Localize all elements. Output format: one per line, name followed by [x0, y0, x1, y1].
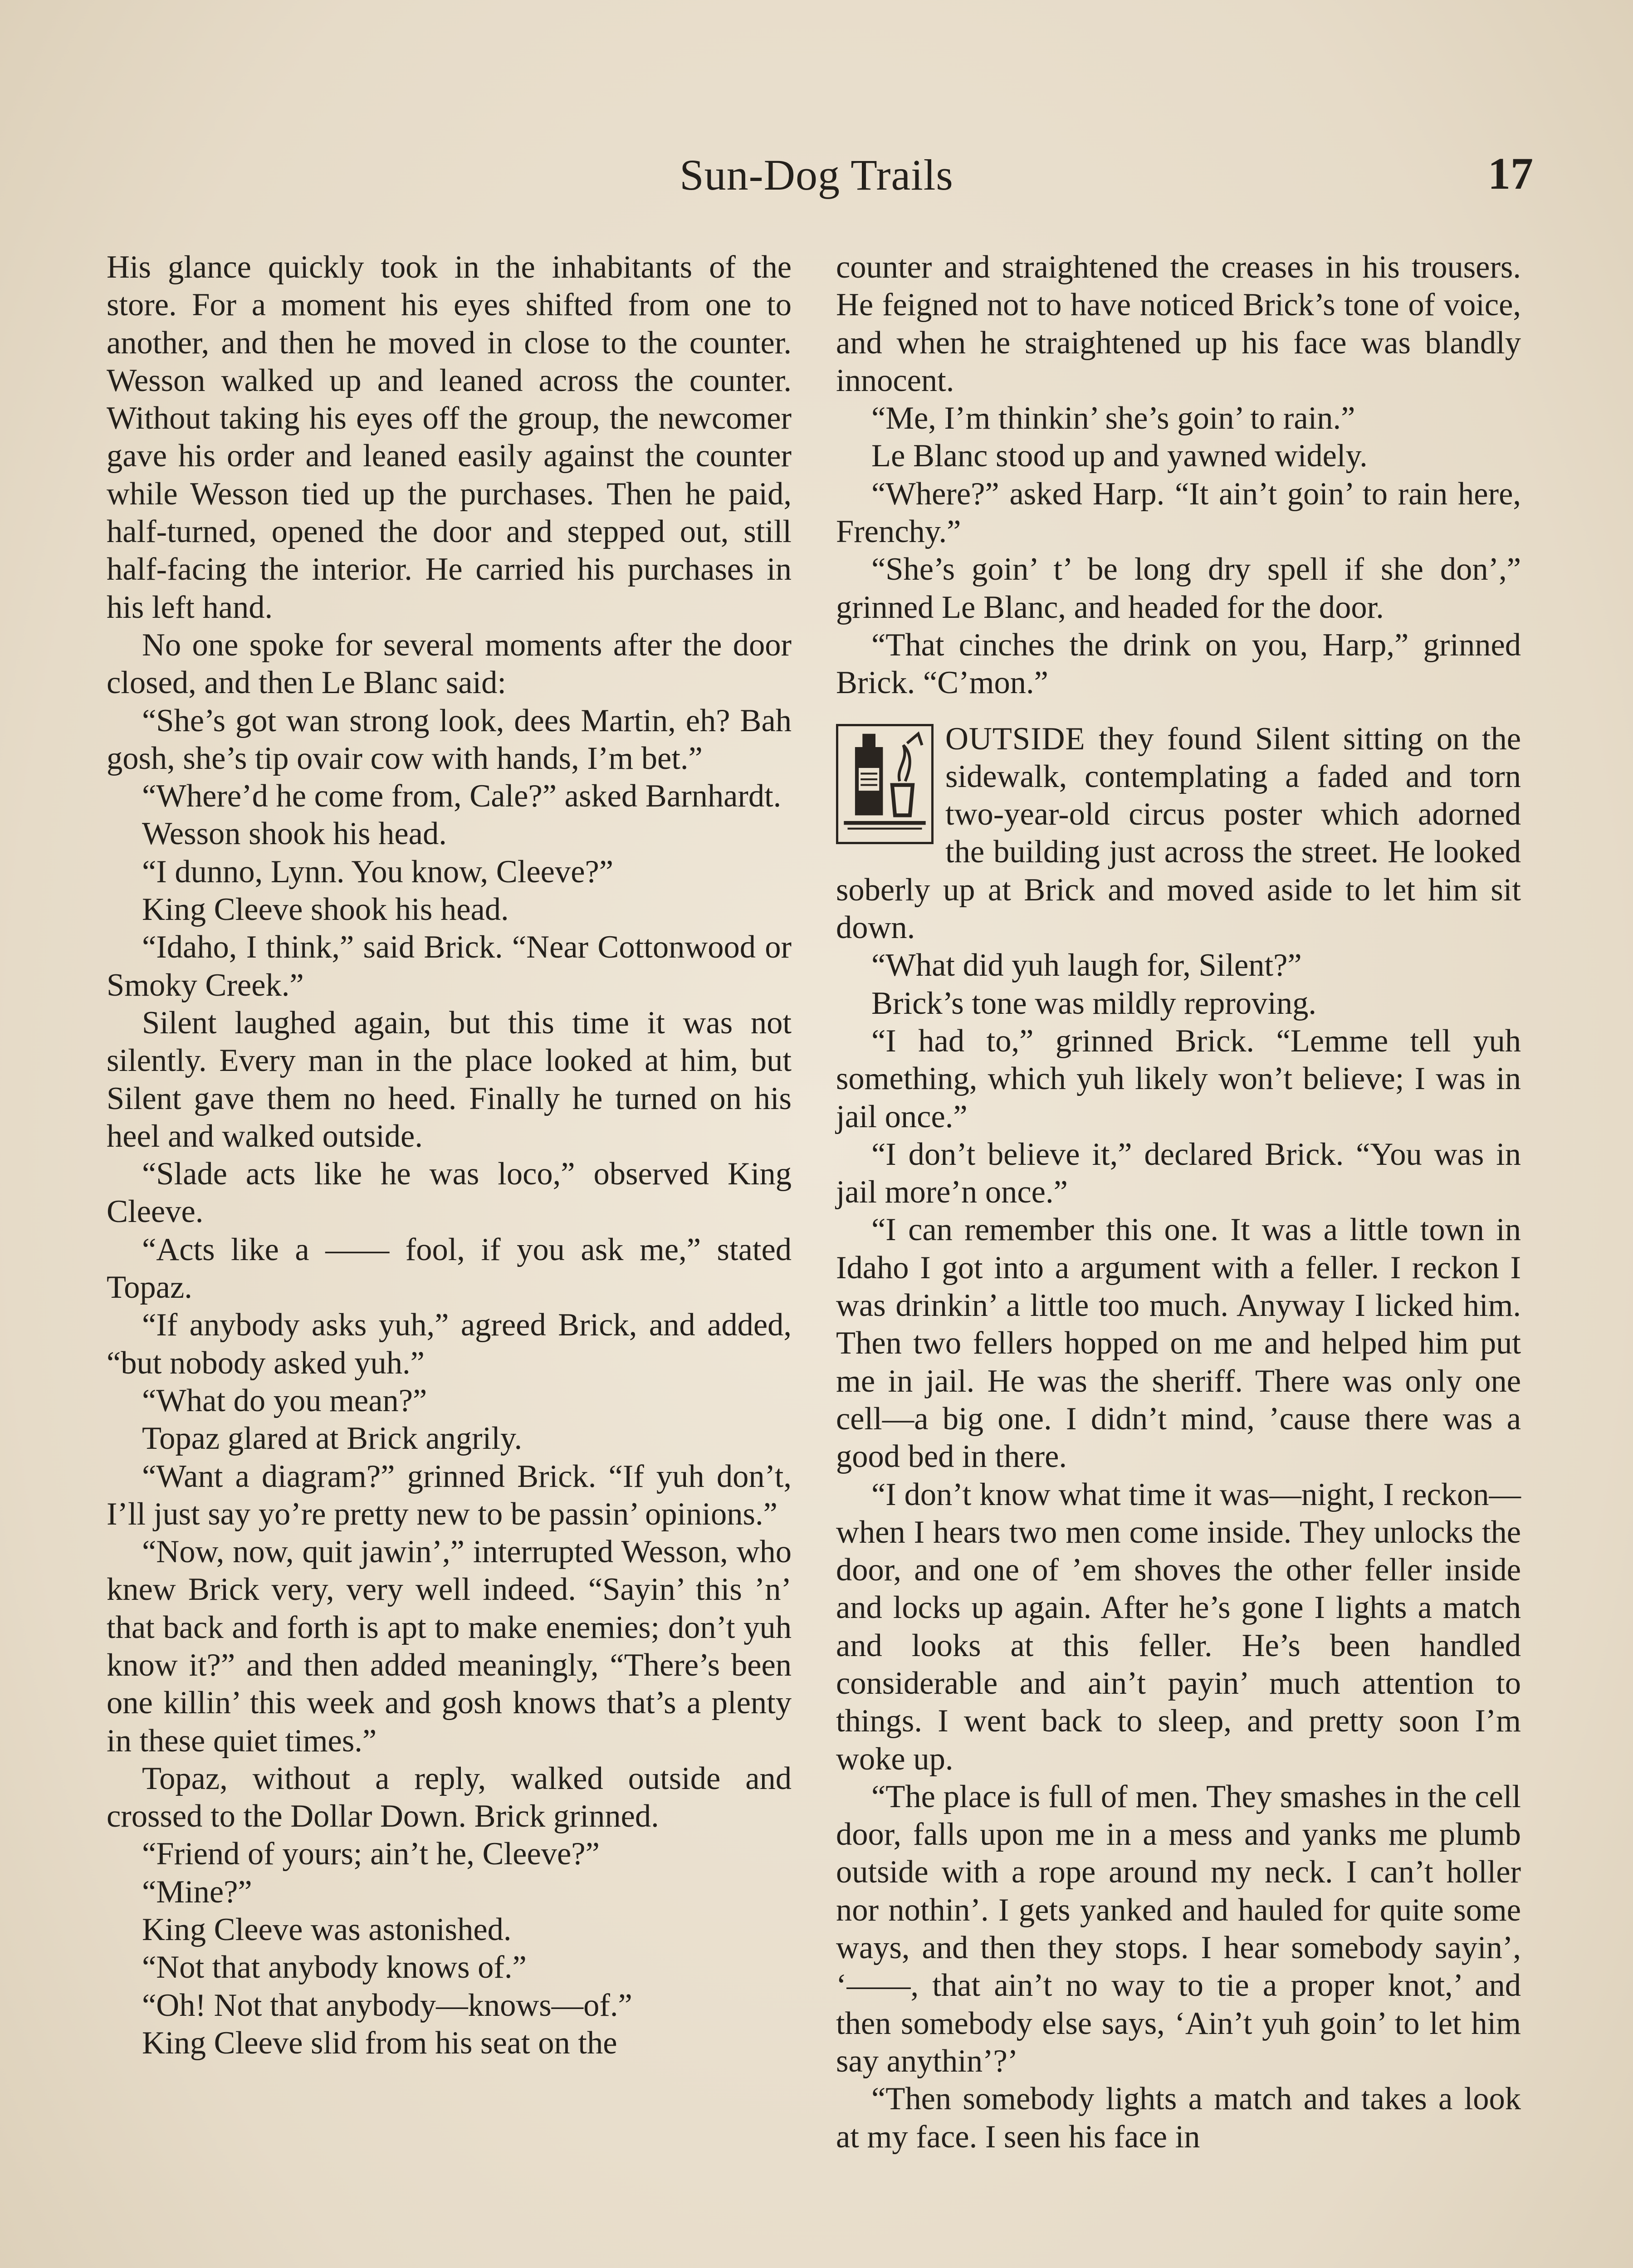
paragraph: His glance quickly took in the inhabitants of the store. For a moment his eyes shifted from one to another, and then he moved in close to the counter. Wesson walked up and leaned across the counter. Without taking his eyes off the group, the newcomer gave his order and leaned easily against the counter while Wesson tied up the purchases. Then he paid, half-turned, opened the door and stepped out, still half-facing the interior. He carried his purchases in his left hand. [107, 249, 792, 625]
paragraph: “She’s goin’ t’ be long dry spell if she don’,” grinned Le Blanc, and headed for the door. [836, 552, 1521, 625]
paragraph: “That cinches the drink on you, Harp,” grinned Brick. “C’mon.” [836, 627, 1521, 701]
paragraph: King Cleeve slid from his seat on the [142, 2025, 617, 2061]
paragraph: “Oh! Not that anybody—knows—of.” [142, 1987, 632, 2023]
paragraph: “Where’d he come from, Cale?” asked Barnhardt. [142, 778, 782, 814]
paragraph: “Friend of yours; ain’t he, Cleeve?” [142, 1836, 600, 1872]
paragraph: “What do you mean?” [142, 1383, 427, 1418]
paragraph: Silent laughed again, but this time it was not silently. Every man in the place looked at him, but Silent gave them no heed. Finally he turned on his heel and walked outside. [107, 1005, 792, 1154]
paragraph: “Slade acts like he was loco,” observed King Cleeve. [107, 1156, 792, 1230]
paragraph: “The place is full of men. They smashes in the cell door, falls upon me in a mess and yanks me plumb outside with a rope around my neck. I can’t holler nor nothin’. I gets yanked and hauled for quite some ways, and then they stops. I hear somebody sayin’, ‘——, that ain’t no way to tie a proper knot,’ and then somebody else says, ‘Ain’t yuh goin’ to let him say anythin’?’ [836, 1779, 1521, 2079]
paragraph: “I don’t know what time it was—night, I reckon—when I hears two men come inside. They unlocks the door, and one of ’em shoves the other feller inside and locks up again. After he’s gone I lights a match and looks at this feller. He’s been handled considerable and ain’t payin’ much attention to things. I went back to sleep, and pretty soon I’m woke up. [836, 1476, 1521, 1777]
section-lead-paragraph [836, 720, 1521, 947]
paragraph: “Acts like a —— fool, if you ask me,” stated Topaz. [107, 1232, 792, 1305]
paragraph: No one spoke for several moments after the door closed, and then Le Blanc said: [107, 627, 792, 701]
section-break [836, 720, 1521, 947]
paragraph: “Then somebody lights a match and takes a look at my face. I seen his face in [836, 2081, 1521, 2155]
paragraph: “I dunno, Lynn. You know, Cleeve?” [142, 854, 614, 890]
paragraph: counter and straightened the creases in his trousers. He feigned not to have noticed Brick’s tone of voice, and when he straightened up his face was blandly innocent. [836, 249, 1521, 398]
paragraph: “Me, I’m thinkin’ she’s goin’ to rain.” [871, 401, 1355, 436]
paragraph: “She’s got wan strong look, dees Martin, eh? Bah gosh, she’s tip ovair cow with hands, I’m bet.” [107, 703, 792, 776]
bottle-and-glass-icon [836, 724, 934, 844]
page-number: 17 [1488, 148, 1533, 199]
paragraph: Le Blanc stood up and yawned widely. [871, 438, 1368, 474]
paragraph: Brick’s tone was mildly reproving. [871, 985, 1316, 1021]
paragraph: “I had to,” grinned Brick. “Lemme tell yuh something, which yuh likely won’t believe; I was in jail once.” [836, 1023, 1521, 1134]
paragraph: “I don’t believe it,” declared Brick. “You was in jail more’n once.” [836, 1136, 1521, 1210]
right-column [836, 249, 1521, 2156]
lead-caps: OUTSIDE [945, 721, 1085, 757]
paragraph: King Cleeve shook his head. [142, 892, 509, 928]
paragraph: “If anybody asks yuh,” agreed Brick, and added, “but nobody asked yuh.” [107, 1307, 792, 1381]
paragraph: Wesson shook his head. [142, 816, 447, 852]
paragraph: “Want a diagram?” grinned Brick. “If yuh don’t, I’ll just say yo’re pretty new to be passin’ opinions.” [107, 1458, 792, 1532]
paragraph: Topaz glared at Brick angrily. [142, 1421, 523, 1457]
paragraph: “Not that anybody knows of.” [142, 1950, 527, 1985]
paragraph: “Where?” asked Harp. “It ain’t goin’ to rain here, Frenchy.” [836, 476, 1521, 550]
left-column [107, 249, 792, 2062]
paragraph: “Mine?” [142, 1874, 252, 1910]
paragraph: Topaz, without a reply, walked outside and crossed to the Dollar Down. Brick grinned. [107, 1760, 792, 1834]
paragraph: “What did yuh laugh for, Silent?” [871, 948, 1302, 983]
paragraph: “Idaho, I think,” said Brick. “Near Cottonwood or Smoky Creek.” [107, 929, 792, 1003]
running-title: Sun-Dog Trails [680, 151, 953, 199]
paragraph: “I can remember this one. It was a little town in Idaho I got into a argument with a feller. I reckon I was drinkin’ a little too much. Anyway I licked him. Then two fellers hopped on me and helped him put me in jail. He was the sheriff. There was only one cell—a big one. I didn’t mind, ’cause there was a good bed in there. [836, 1212, 1521, 1475]
lead-text: they found Silent sitting on the sidewalk, contemplating a faded and torn two-year-old circus poster which adorned the building just across the street. He looked soberly up at Brick and moved aside to let him sit down. [836, 721, 1521, 946]
paragraph: King Cleeve was astonished. [142, 1912, 512, 1948]
paragraph: “Now, now, quit jawin’,” interrupted Wesson, who knew Brick very, very well indeed. “Sayin’ this ’n’ that back and forth is apt to make enemies; don’t yuh know it?” and then added meaningly, “There’s been one killin’ this week and gosh knows that’s a plenty in these quiet times.” [107, 1534, 792, 1759]
